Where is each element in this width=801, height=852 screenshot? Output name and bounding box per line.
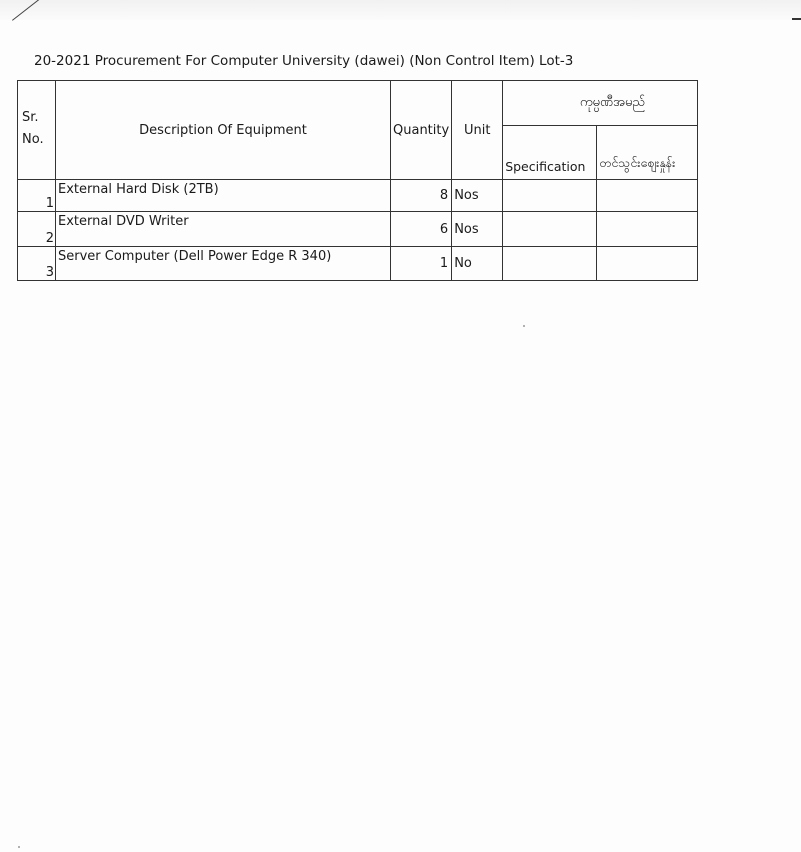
row-description: External DVD Writer [56,212,391,247]
row-specification [503,247,597,281]
table-row [18,212,698,247]
table-row [18,247,698,281]
row-quantity: 6 [391,212,452,247]
header-company-name: ကုမ္ပဏီအမည် [503,81,698,126]
row-number: 1 [18,180,56,212]
row-price [597,247,698,281]
header-no-label: No. [22,132,44,147]
row-description: External Hard Disk (2TB) [56,180,391,212]
header-description: Description Of Equipment [56,81,391,180]
header-specification: Specification [503,126,597,180]
row-quantity: 1 [391,247,452,281]
row-description: Server Computer (Dell Power Edge R 340) [56,247,391,281]
header-quantity: Quantity [391,81,452,180]
row-unit: Nos [452,212,503,247]
row-price [597,180,698,212]
row-specification [503,180,597,212]
header-price-offered: တင်သွင်းဈေးနှုန်း [597,126,698,180]
table-row [18,180,698,212]
scan-speck [18,846,20,848]
row-unit: Nos [452,180,503,212]
table-header-row [18,81,698,126]
scan-speck [523,325,525,327]
header-sr-label: Sr. [22,110,39,125]
scan-edge [0,0,801,20]
row-specification [503,212,597,247]
row-unit: No [452,247,503,281]
equipment-table [17,80,698,281]
header-unit: Unit [452,81,503,180]
header-sr-no [18,81,56,180]
row-number: 2 [18,212,56,247]
document-title: 20-2021 Procurement For Computer University (dawei) (Non Control Item) Lot-3 [34,53,574,69]
row-price [597,212,698,247]
edge-mark [792,18,801,20]
row-number: 3 [18,247,56,281]
row-quantity: 8 [391,180,452,212]
